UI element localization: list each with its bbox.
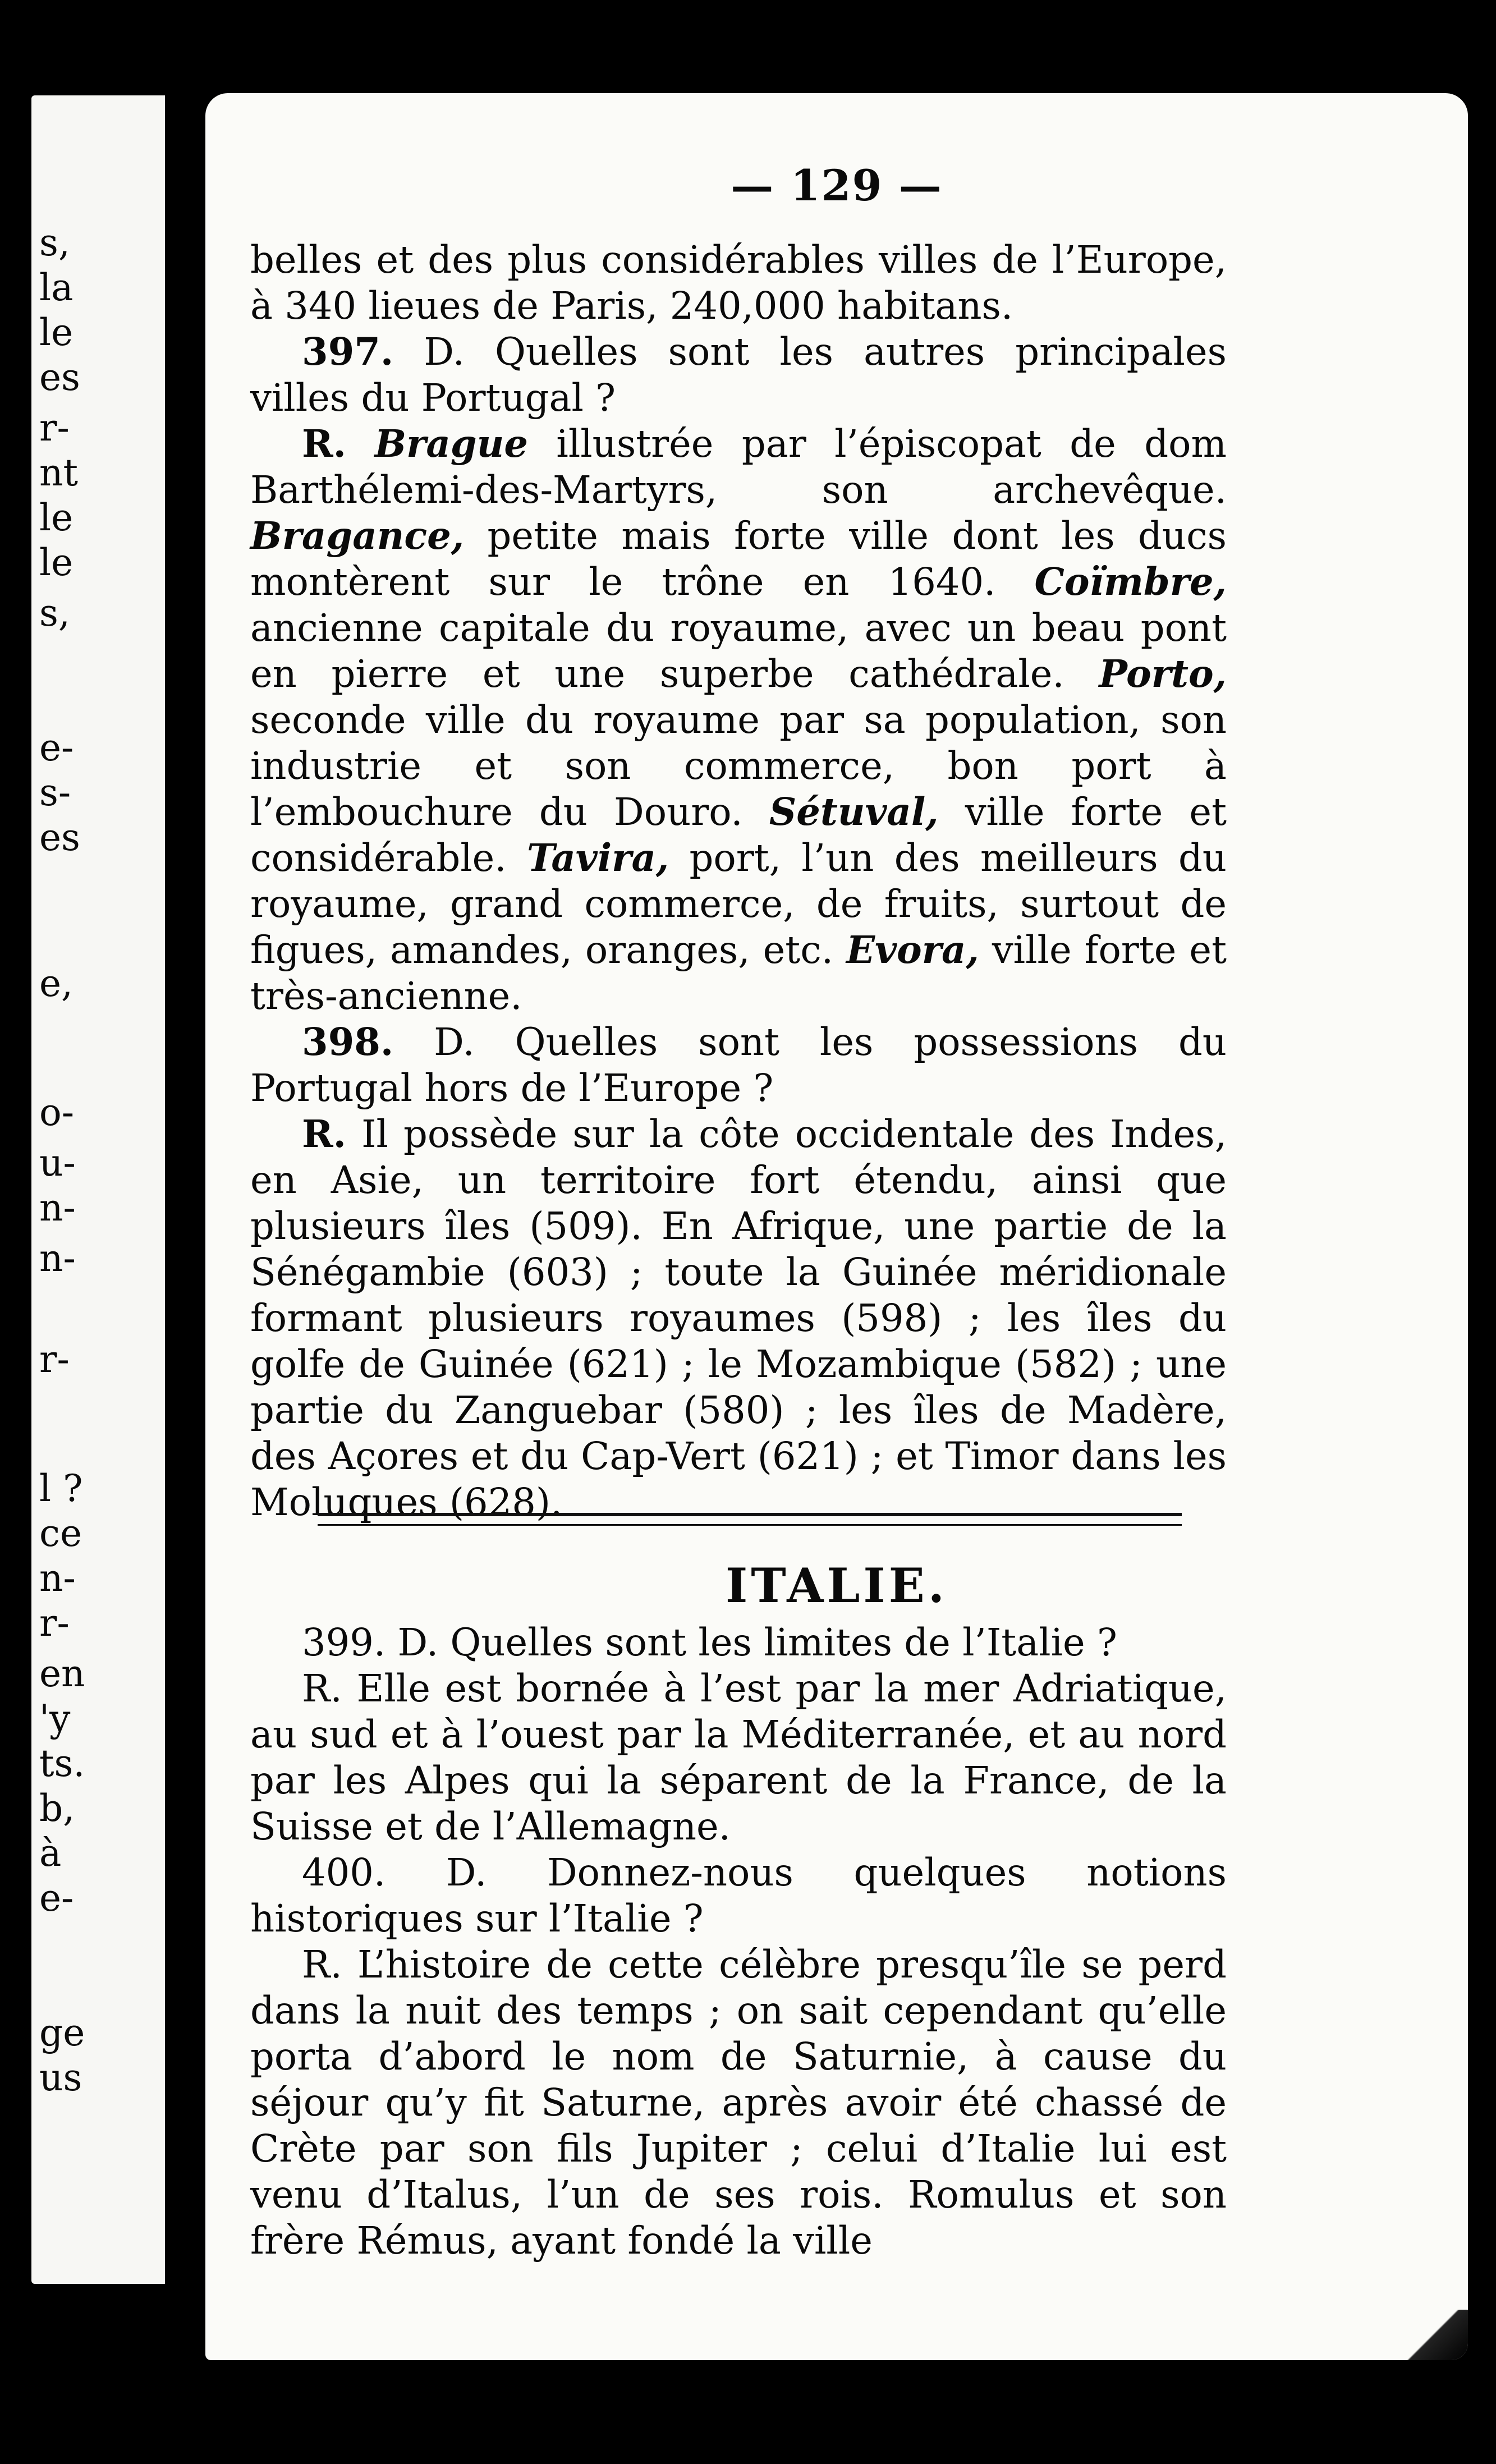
left-page-fragment: o-: [39, 1091, 75, 1134]
left-page-fragment: s,: [39, 591, 70, 635]
question-number: 400.: [302, 1851, 386, 1894]
left-page-fragment: ts.: [39, 1742, 85, 1785]
answer-399: [250, 1665, 1227, 1850]
city-name: Bragance,: [250, 513, 465, 558]
left-page-fragment: en: [39, 1652, 85, 1695]
book-page: [205, 93, 1468, 2360]
left-page-fragment: e-: [39, 1876, 74, 1920]
city-name: Evora,: [846, 928, 979, 972]
question-number: 399.: [302, 1621, 386, 1664]
answer-398: [250, 1111, 1227, 1525]
city-name: Porto,: [1099, 651, 1227, 696]
left-page-fragment: l ?: [39, 1467, 83, 1510]
question-400: [250, 1850, 1227, 1942]
answer-text: Elle est bornée à l’est par la mer Adriatique, au sud et à l’ouest par la Méditerranée, et au nord par les Alpes qui la séparent de la France, de la Suisse et de l’Allemagne.: [250, 1667, 1227, 1848]
page-curl-corner: [1401, 2310, 1468, 2360]
left-page-fragment: 'y: [39, 1697, 71, 1740]
left-page-fragment: r-: [39, 406, 70, 449]
left-page-fragment: b,: [39, 1787, 75, 1830]
left-page-fragment: n-: [39, 1557, 76, 1600]
continuation-paragraph: belles et des plus considérables villes de l’Europe, à 340 lieues de Paris, 240,000 habitans.: [250, 238, 1227, 328]
question-398: [250, 1019, 1227, 1111]
page-gutter: [165, 95, 205, 2284]
left-page-fragment: n-: [39, 1186, 76, 1229]
left-page-fragment: n-: [39, 1237, 76, 1280]
question-number: 398.: [302, 1020, 394, 1064]
left-page-fragment: es: [39, 356, 80, 399]
left-page-fragment: le: [39, 541, 74, 584]
left-page-edge: [31, 95, 165, 2284]
page-number: — 129 —: [731, 160, 943, 210]
left-page-fragment: e,: [39, 962, 74, 1005]
answer-text: Il possède sur la côte occidentale des Indes, en Asie, un territoire fort étendu, ainsi que plusieurs îles (509). En Afrique, une partie de la Sénégambie (603) ; toute la Guinée méridionale formant plusieurs royaumes (598) ; les îles du golfe de Guinée (621) ; le Mozambique (582) ; une partie du Zanguebar (580) ; les îles de Madère, des Açores et du Cap-Vert (621) ; et Timor dans les Moluques (628).: [250, 1112, 1227, 1524]
left-page-fragment: r-: [39, 1338, 70, 1381]
question-text: D. Quelles sont les autres principales villes du Portugal ?: [250, 330, 1227, 420]
left-page-fragment: le: [39, 496, 74, 539]
left-page-fragment: la: [39, 266, 74, 309]
text-block-italie: [250, 1619, 1227, 2264]
left-page-fragment: r-: [39, 1602, 70, 1645]
question-399: [250, 1619, 1227, 1665]
left-page-fragment: à: [39, 1832, 62, 1875]
city-name: Sétuval,: [769, 790, 939, 834]
left-page-fragment: ge: [39, 2011, 85, 2054]
city-name: Brague: [374, 421, 528, 466]
section-divider-thin: [318, 1524, 1182, 1526]
answer-marker: R.: [302, 421, 347, 466]
answer-marker: R.: [302, 1667, 342, 1710]
left-page-fragment: ce: [39, 1512, 82, 1555]
left-page-fragment: s,: [39, 221, 70, 264]
left-page-fragment: u-: [39, 1141, 76, 1185]
section-divider-thick: [318, 1513, 1182, 1516]
left-page-fragment: s-: [39, 771, 71, 814]
answer-marker: R.: [302, 1943, 342, 1986]
question-text: D. Donnez-nous quelques notions historiques sur l’Italie ?: [250, 1851, 1227, 1940]
city-name: Tavira,: [526, 836, 669, 880]
question-text: D. Quelles sont les possessions du Portugal hors de l’Europe ?: [250, 1020, 1227, 1110]
left-page-fragment: us: [39, 2056, 82, 2099]
answer-400: [250, 1942, 1227, 2264]
left-page-fragment: le: [39, 311, 74, 354]
left-page-fragment: es: [39, 816, 80, 859]
answer-397: R. Brague illustrée par l’épiscopat de dom Barthélemi-des-Martyrs, son archevêque. Bragance, petite mais forte ville dont les ducs montèrent sur le trône en 1640. Coïmbre, ancienne capitale du royaume, avec un beau pont en pierre et une superbe cathédrale. Porto, seconde ville du royaume par sa population, son industrie et son commerce, bon port à l’embouchure du Douro. Sétuval, ville forte et considérable. Tavira, port, l’un des meilleurs du royaume, grand commerce, de fruits, surtout de figues, amandes, oranges, etc. Evora, ville forte et très-ancienne.: [250, 421, 1227, 1018]
left-page-fragment: e-: [39, 726, 74, 769]
question-number: 397.: [302, 329, 394, 374]
answer-marker: R.: [302, 1112, 347, 1156]
answer-text: L’histoire de cette célèbre presqu’île se perd dans la nuit des temps ; on sait cependant qu’elle porta d’abord le nom de Saturnie, à cause du séjour qu’y fit Saturne, après avoir été chassé de Crète par son fils Jupiter ; celui d’Italie lui est venu d’Italus, l’un de ses rois. Romulus et son frère Rémus, ayant fondé la ville: [250, 1943, 1227, 2263]
section-title: ITALIE.: [725, 1558, 948, 1613]
text-block-portugal: [250, 237, 1227, 1525]
question-397: [250, 329, 1227, 421]
left-page-fragment: nt: [39, 451, 79, 494]
city-name: Coïmbre,: [1034, 559, 1227, 604]
question-text: D. Quelles sont les limites de l’Italie ?: [397, 1621, 1117, 1664]
